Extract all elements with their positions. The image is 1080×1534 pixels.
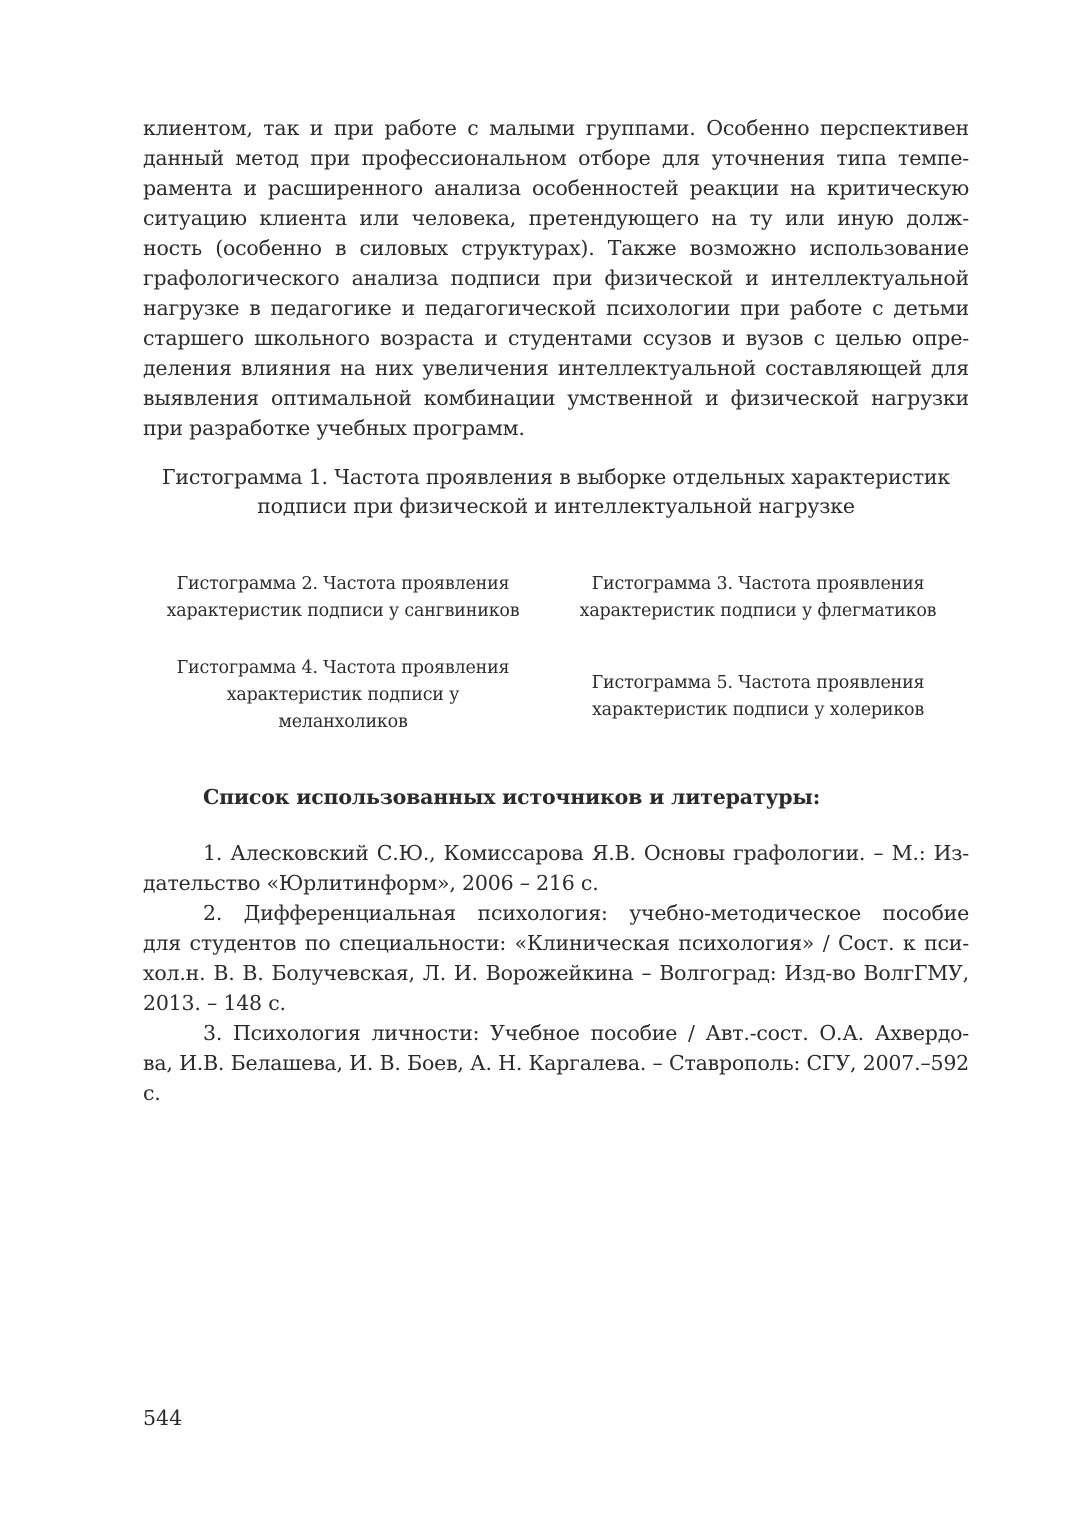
body-line: графологического анализа подписи при физической и интеллектуальной: [143, 266, 969, 290]
histogram-2-caption: [140, 571, 546, 625]
caption-line: меланхоликов: [278, 712, 408, 732]
body-line: выявления оптимальной комбинации умственной и физической нагрузки: [143, 386, 969, 410]
reference-line: с.: [143, 1081, 161, 1105]
caption-line: Гистограмма 4. Частота проявления: [176, 658, 510, 678]
page-number: 544: [143, 1406, 183, 1430]
reference-line: 3. Психология личности: Учебное пособие / Авт.-сост. О.А. Ахвердо-: [203, 1021, 969, 1045]
references-list: [143, 838, 969, 1108]
body-line: старшего школьного возраста и студентами ссузов и вузов с целью опре-: [143, 326, 969, 350]
caption-line: характеристик подписи у флегматиков: [579, 601, 937, 621]
histogram-3-caption: [556, 571, 960, 625]
histogram-4-caption: [140, 655, 546, 736]
reference-line: 2013. – 148 с.: [143, 991, 286, 1015]
body-line: рамента и расширенного анализа особенностей реакции на критическую: [143, 176, 969, 200]
reference-line: для студентов по специальности: «Клиническая психология» / Сост. к пси-: [143, 931, 969, 955]
body-line: данный метод при профессиональном отборе для уточнения типа темпе-: [143, 146, 969, 170]
body-line: деления влияния на них увеличения интеллектуальной составляющей для: [143, 356, 969, 380]
reference-line: дательство «Юрлитинформ», 2006 – 216 с.: [143, 871, 599, 895]
caption-line: подписи при физической и интеллектуальной нагрузке: [257, 494, 855, 518]
caption-line: характеристик подписи у: [226, 685, 460, 705]
reference-line: 1. Алесковский С.Ю., Комиссарова Я.В. Основы графологии. – М.: Из-: [203, 841, 969, 865]
histogram-1-caption: [143, 463, 969, 521]
caption-line: Гистограмма 3. Частота проявления: [591, 574, 925, 594]
reference-line: хол.н. В. В. Болучевская, Л. И. Ворожейкина – Волгоград: Изд-во ВолгГМУ,: [143, 961, 969, 985]
caption-line: характеристик подписи у холериков: [591, 700, 925, 720]
caption-line: Гистограмма 1. Частота проявления в выборке отдельных характеристик: [162, 465, 950, 489]
reference-line: 2. Дифференциальная психология: учебно-методическое пособие: [203, 901, 969, 925]
histogram-5-caption: [556, 670, 960, 724]
references-heading: Список использованных источников и литературы:: [203, 785, 821, 809]
caption-line: Гистограмма 2. Частота проявления: [176, 574, 510, 594]
body-line: ситуацию клиента или человека, претендующего на ту или иную долж-: [143, 206, 969, 230]
body-paragraph: [143, 113, 969, 443]
body-line: при разработке учебных программ.: [143, 416, 525, 440]
caption-line: Гистограмма 5. Частота проявления: [591, 673, 925, 693]
reference-line: ва, И.В. Белашева, И. В. Боев, А. Н. Каргалева. – Ставрополь: СГУ, 2007.–592: [143, 1051, 969, 1075]
body-line: клиентом, так и при работе с малыми группами. Особенно перспективен: [143, 116, 969, 140]
caption-line: характеристик подписи у сангвиников: [166, 601, 520, 621]
body-line: ность (особенно в силовых структурах). Также возможно использование: [143, 236, 969, 260]
body-line: нагрузке в педагогике и педагогической психологии при работе с детьми: [143, 296, 969, 320]
